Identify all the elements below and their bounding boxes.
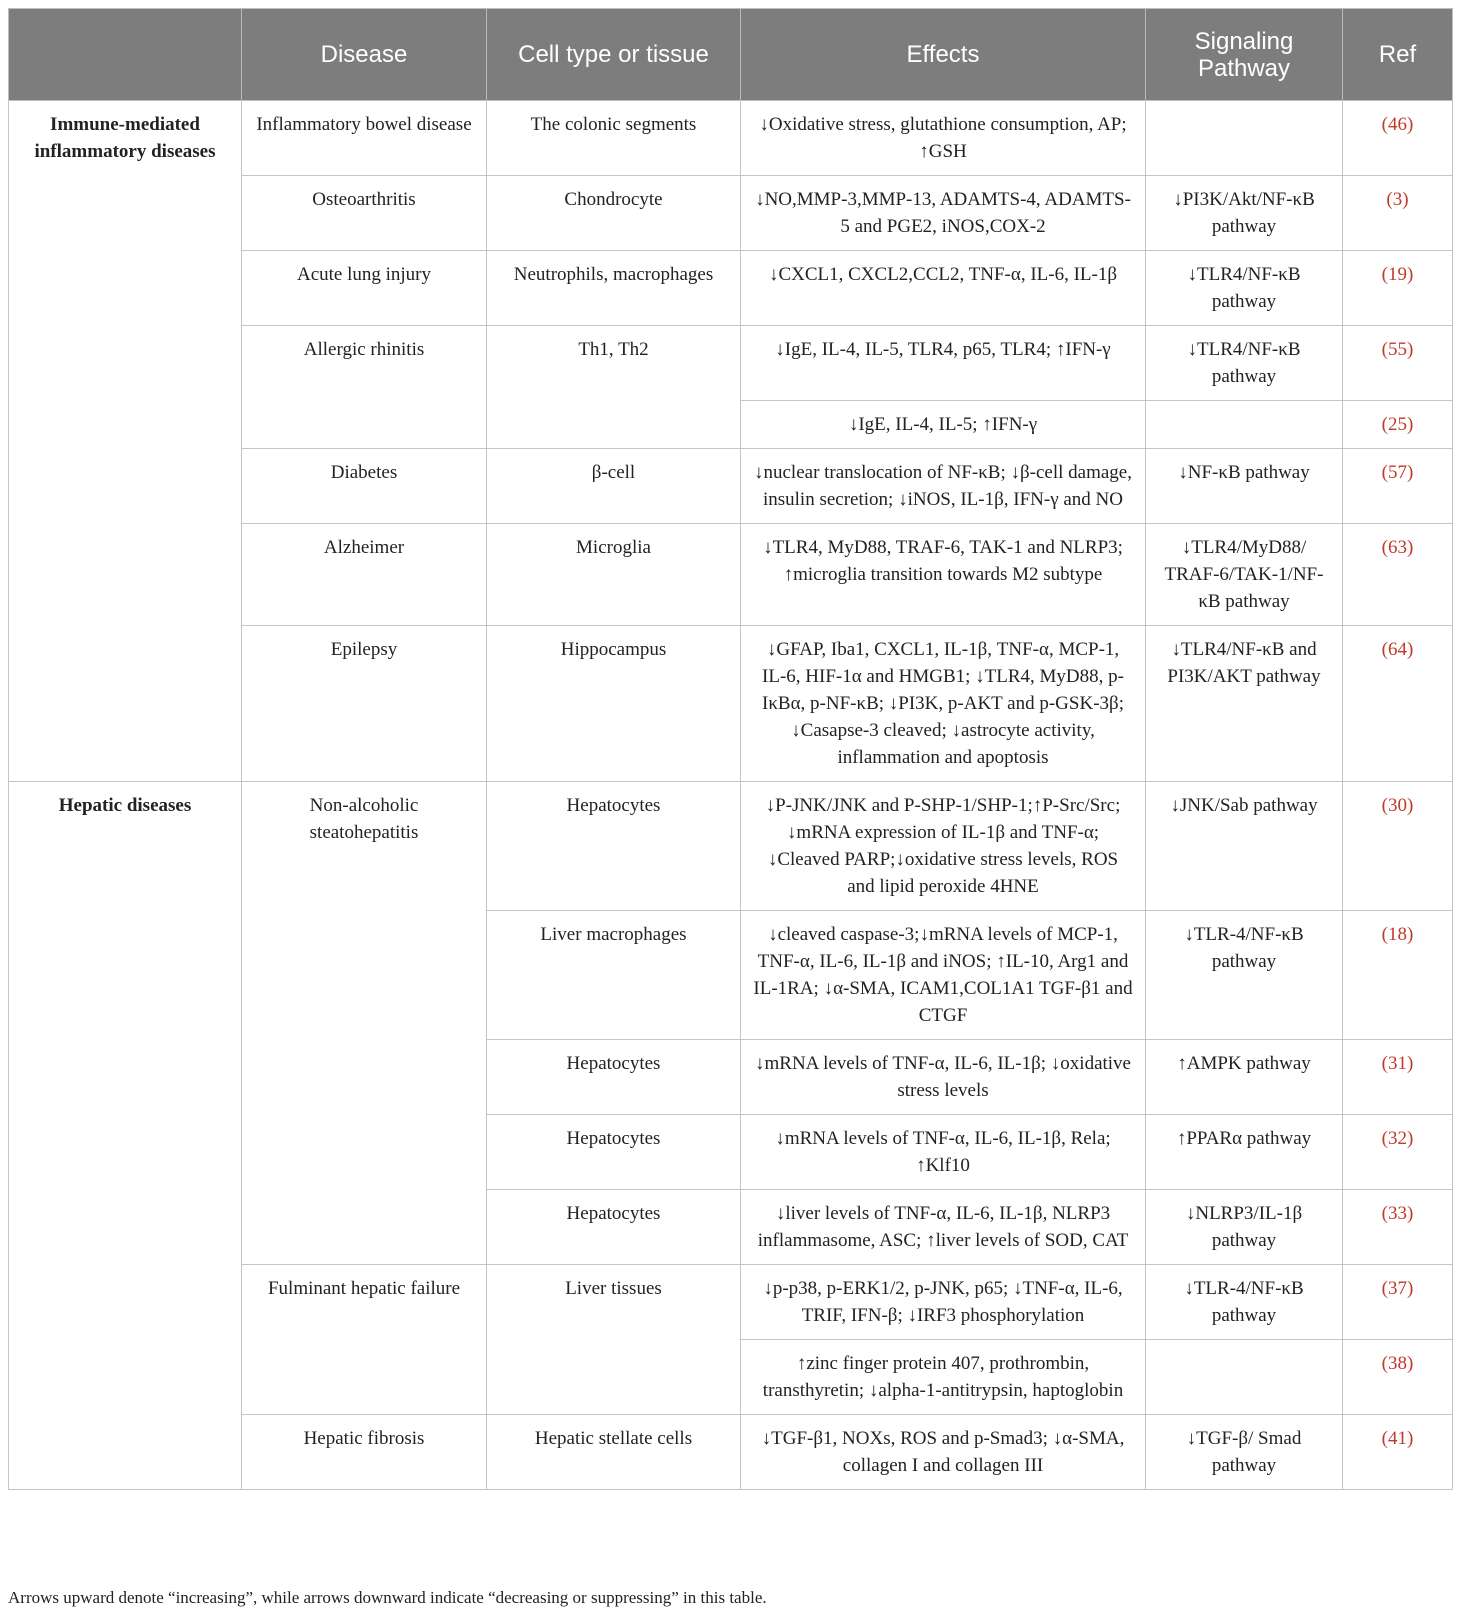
disease-cell: Diabetes xyxy=(242,449,487,524)
disease-cell: Inflammatory bowel disease xyxy=(242,101,487,176)
effects-cell: ↓nuclear translocation of NF-κB; ↓β-cell damage, insulin secretion; ↓iNOS, IL-1β, IFN-γ and NO xyxy=(741,449,1146,524)
pathway-cell xyxy=(1146,401,1343,449)
cell-type-cell: Hippocampus xyxy=(487,626,741,782)
header-disease: Disease xyxy=(242,9,487,101)
pathway-cell xyxy=(1146,101,1343,176)
effects-cell: ↓Oxidative stress, glutathione consumption, AP; ↑GSH xyxy=(741,101,1146,176)
cell-type-cell: Chondrocyte xyxy=(487,176,741,251)
ref-link[interactable]: (19) xyxy=(1343,251,1453,326)
pathway-cell: ↑AMPK pathway xyxy=(1146,1040,1343,1115)
effects-cell: ↓TGF-β1, NOXs, ROS and p-Smad3; ↓α-SMA, collagen I and collagen III xyxy=(741,1415,1146,1490)
cell-type-cell: Hepatocytes xyxy=(487,1190,741,1265)
ref-link[interactable]: (41) xyxy=(1343,1415,1453,1490)
ref-link[interactable]: (30) xyxy=(1343,782,1453,911)
effects-cell: ↓GFAP, Iba1, CXCL1, IL-1β, TNF-α, MCP-1, IL-6, HIF-1α and HMGB1; ↓TLR4, MyD88, p-IκBα, p-NF-κB; ↓PI3K, p-AKT and p-GSK-3β; ↓Casapse-3 cleaved; ↓astrocyte activity, inflammation and apoptosis xyxy=(741,626,1146,782)
pathway-cell: ↓TLR4/NF-κB pathway xyxy=(1146,251,1343,326)
cell-type-cell: Liver macrophages xyxy=(487,911,741,1040)
ref-link[interactable]: (64) xyxy=(1343,626,1453,782)
effects-cell: ↓liver levels of TNF-α, IL-6, IL-1β, NLRP3 inflammasome, ASC; ↑liver levels of SOD, CAT xyxy=(741,1190,1146,1265)
effects-cell: ↓TLR4, MyD88, TRAF-6, TAK-1 and NLRP3; ↑microglia transition towards M2 subtype xyxy=(741,524,1146,626)
pathway-cell: ↓TLR-4/NF-κB pathway xyxy=(1146,911,1343,1040)
effects-cell: ↓IgE, IL-4, IL-5, TLR4, p65, TLR4; ↑IFN-γ xyxy=(741,326,1146,401)
header-signaling-pathway: Signaling Pathway xyxy=(1146,9,1343,101)
cell-type-cell: β-cell xyxy=(487,449,741,524)
disease-cell: Hepatic fibrosis xyxy=(242,1415,487,1490)
cell-type-cell: Microglia xyxy=(487,524,741,626)
effects-cell: ↓mRNA levels of TNF-α, IL-6, IL-1β, Rela; ↑Klf10 xyxy=(741,1115,1146,1190)
table-footnote: Arrows upward denote “increasing”, while arrows downward indicate “decreasing or suppressing” in this table. xyxy=(8,1588,767,1607)
disease-cell: Epilepsy xyxy=(242,626,487,782)
category-cell: Hepatic diseases xyxy=(9,782,242,1490)
cell-type-cell: Hepatic stellate cells xyxy=(487,1415,741,1490)
effects-cell: ↓p-p38, p-ERK1/2, p-JNK, p65; ↓TNF-α, IL-6, TRIF, IFN-β; ↓IRF3 phosphorylation xyxy=(741,1265,1146,1340)
pathway-cell xyxy=(1146,1340,1343,1415)
cell-type-cell: Th1, Th2 xyxy=(487,326,741,449)
cell-type-cell: Hepatocytes xyxy=(487,782,741,911)
disease-cell: Alzheimer xyxy=(242,524,487,626)
cell-type-cell: Liver tissues xyxy=(487,1265,741,1415)
cell-type-cell: Hepatocytes xyxy=(487,1115,741,1190)
ref-link[interactable]: (63) xyxy=(1343,524,1453,626)
ref-link[interactable]: (31) xyxy=(1343,1040,1453,1115)
table-row xyxy=(9,101,1453,176)
ref-link[interactable]: (38) xyxy=(1343,1340,1453,1415)
ref-link[interactable]: (57) xyxy=(1343,449,1453,524)
ref-link[interactable]: (18) xyxy=(1343,911,1453,1040)
data-table xyxy=(8,8,1453,1490)
pathway-cell: ↓NLRP3/IL-1β pathway xyxy=(1146,1190,1343,1265)
effects-cell: ↓cleaved caspase-3;↓mRNA levels of MCP-1, TNF-α, IL-6, IL-1β and iNOS; ↑IL-10, Arg1 and IL-1RA; ↓α-SMA, ICAM1,COL1A1 TGF-β1 and CTGF xyxy=(741,911,1146,1040)
ref-link[interactable]: (32) xyxy=(1343,1115,1453,1190)
header-ref: Ref xyxy=(1343,9,1453,101)
pathway-cell: ↓TLR4/NF-κB and PI3K/AKT pathway xyxy=(1146,626,1343,782)
effects-cell: ↑zinc finger protein 407, prothrombin, transthyretin; ↓alpha-1-antitrypsin, haptoglobin xyxy=(741,1340,1146,1415)
effects-cell: ↓mRNA levels of TNF-α, IL-6, IL-1β; ↓oxidative stress levels xyxy=(741,1040,1146,1115)
pathway-cell: ↓NF-κB pathway xyxy=(1146,449,1343,524)
cell-type-cell: The colonic segments xyxy=(487,101,741,176)
pathway-cell: ↑PPARα pathway xyxy=(1146,1115,1343,1190)
disease-cell: Non-alcoholic steatohepatitis xyxy=(242,782,487,1265)
effects-cell: ↓P-JNK/JNK and P-SHP-1/SHP-1;↑P-Src/Src; ↓mRNA expression of IL-1β and TNF-α; ↓Cleaved PARP;↓oxidative stress levels, ROS and lipid peroxide 4HNE xyxy=(741,782,1146,911)
header-effects: Effects xyxy=(741,9,1146,101)
disease-cell: Allergic rhinitis xyxy=(242,326,487,449)
table-row xyxy=(9,782,1453,911)
header-category xyxy=(9,9,242,101)
disease-cell: Osteoarthritis xyxy=(242,176,487,251)
ref-link[interactable]: (3) xyxy=(1343,176,1453,251)
category-cell: Immune-mediated inflammatory diseases xyxy=(9,101,242,782)
ref-link[interactable]: (46) xyxy=(1343,101,1453,176)
cell-type-cell: Neutrophils, macrophages xyxy=(487,251,741,326)
pathway-cell: ↓PI3K/Akt/NF-κB pathway xyxy=(1146,176,1343,251)
pathway-cell: ↓TLR-4/NF-κB pathway xyxy=(1146,1265,1343,1340)
cell-type-cell: Hepatocytes xyxy=(487,1040,741,1115)
effects-cell: ↓IgE, IL-4, IL-5; ↑IFN-γ xyxy=(741,401,1146,449)
ref-link[interactable]: (37) xyxy=(1343,1265,1453,1340)
header-cell-type: Cell type or tissue xyxy=(487,9,741,101)
pathway-cell: ↓TGF-β/ Smad pathway xyxy=(1146,1415,1343,1490)
effects-cell: ↓NO,MMP-3,MMP-13, ADAMTS-4, ADAMTS-5 and PGE2, iNOS,COX-2 xyxy=(741,176,1146,251)
disease-cell: Fulminant hepatic failure xyxy=(242,1265,487,1415)
pathway-cell: ↓TLR4/NF-κB pathway xyxy=(1146,326,1343,401)
header-row xyxy=(9,9,1453,101)
ref-link[interactable]: (55) xyxy=(1343,326,1453,401)
pathway-cell: ↓JNK/Sab pathway xyxy=(1146,782,1343,911)
ref-link[interactable]: (25) xyxy=(1343,401,1453,449)
disease-cell: Acute lung injury xyxy=(242,251,487,326)
ref-link[interactable]: (33) xyxy=(1343,1190,1453,1265)
pathway-cell: ↓TLR4/MyD88/ TRAF-6/TAK-1/NF-κB pathway xyxy=(1146,524,1343,626)
effects-cell: ↓CXCL1, CXCL2,CCL2, TNF-α, IL-6, IL-1β xyxy=(741,251,1146,326)
